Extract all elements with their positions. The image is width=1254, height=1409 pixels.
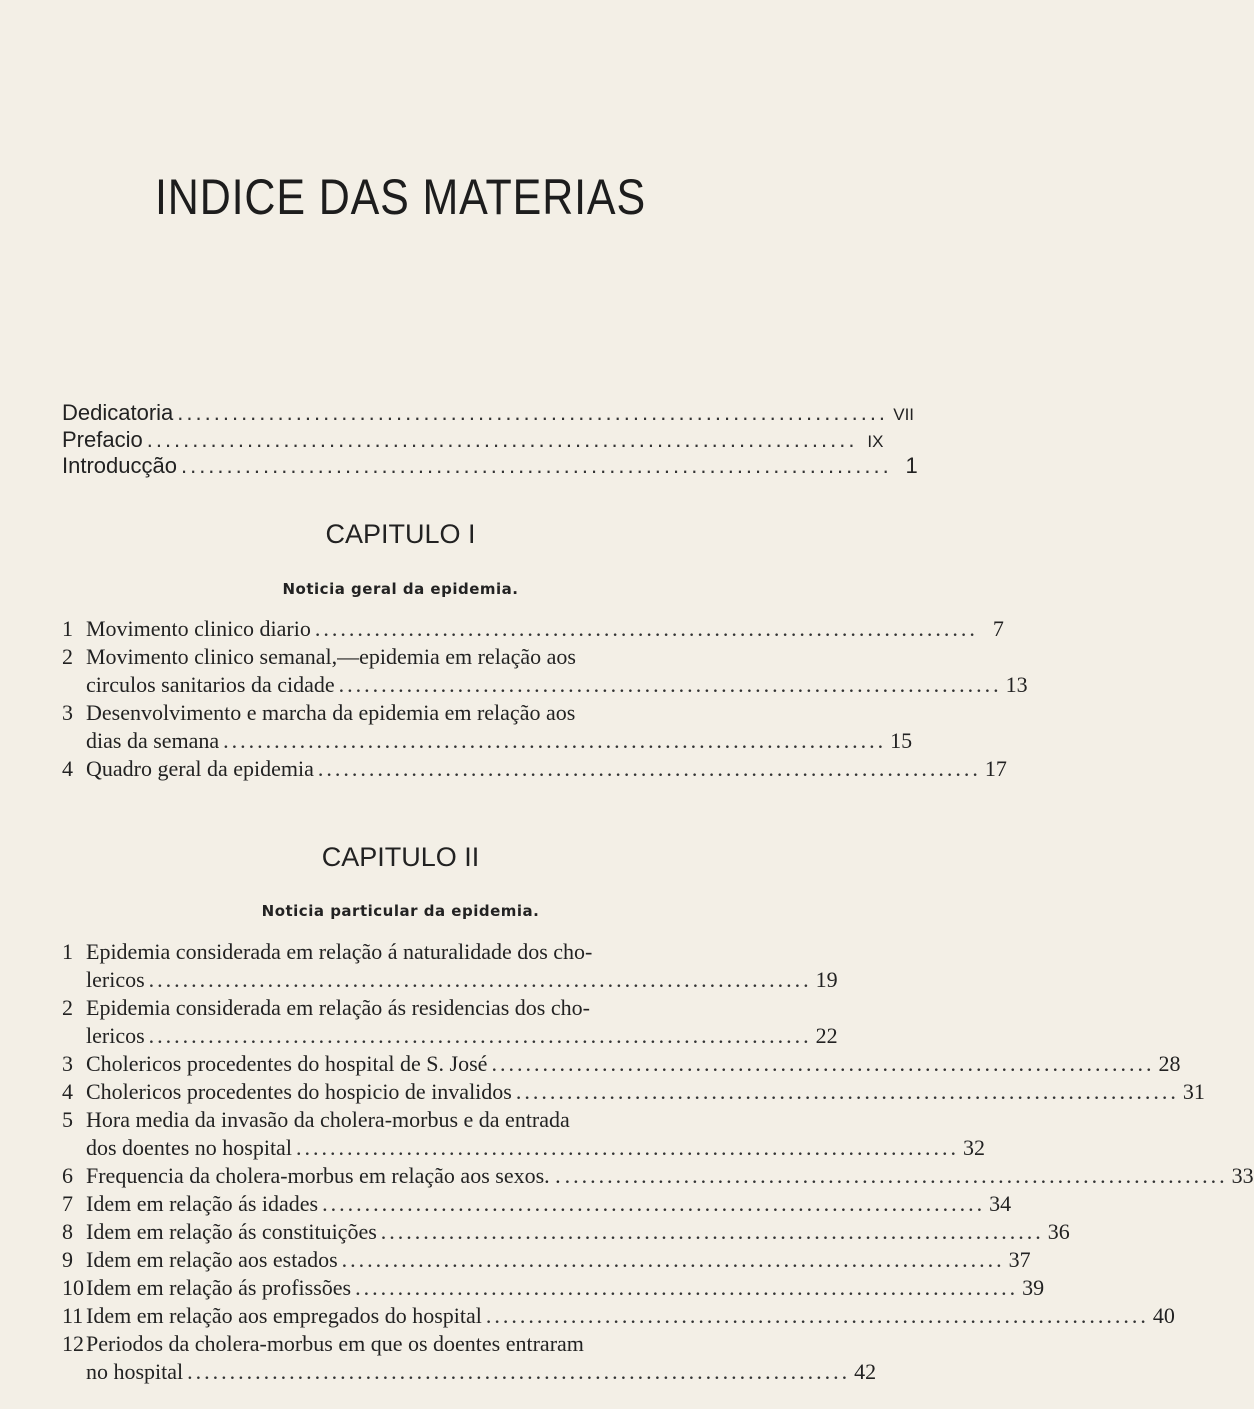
toc-entry — [62, 1163, 1254, 1193]
leader-dots: .............................................................................. — [146, 427, 858, 452]
leader-dots: .............................................................................. — [355, 1275, 1019, 1300]
toc-entry-text: Idem em relação ás constituições — [86, 1219, 377, 1244]
leader-dots: .............................................................................. — [515, 1079, 1179, 1104]
toc-page-number: VII — [893, 405, 915, 424]
toc-page-number: 13 — [1005, 672, 1028, 697]
toc-entry-continuation — [86, 1359, 877, 1389]
toc-entry-text: Hora media da invasão da cholera-morbus e da entrada — [86, 1107, 570, 1132]
chapter-2-heading: CAPITULO II — [321, 842, 480, 872]
toc-entry-text: Frequencia da cholera-morbus em relação aos sexos. . — [86, 1163, 561, 1188]
page-title: INDICE DAS MATERIAS — [154, 169, 647, 225]
toc-page-number: 32 — [962, 1135, 985, 1160]
toc-entry-text: dias da semana — [86, 728, 220, 753]
leader-dots: .............................................................................. — [223, 728, 887, 753]
toc-entry-text: Prefacio — [62, 427, 143, 452]
toc-entry — [62, 1331, 736, 1361]
chapter-1-subtitle: Noticia geral da epidemia. — [282, 580, 519, 598]
toc-entry-text: Movimento clinico semanal,—epidemia em relação aos — [86, 644, 576, 669]
toc-entry-continuation — [86, 1135, 985, 1165]
leader-dots: .............................................................................. — [180, 453, 892, 478]
toc-page-number: 7 — [992, 616, 1004, 641]
toc-entry-number: 12 — [62, 1331, 84, 1356]
toc-page-number: 36 — [1047, 1219, 1070, 1244]
leader-dots: .............................................................................. — [338, 672, 1002, 697]
toc-entry — [62, 1303, 1175, 1333]
toc-page-number: 40 — [1152, 1303, 1175, 1328]
toc-page-number: IX — [867, 432, 884, 451]
leader-dots: .............................................................................. — [187, 1359, 851, 1384]
toc-entry-number: 10 — [62, 1275, 84, 1300]
leader-dots: .............................................................................. — [177, 400, 889, 425]
toc-entry-text: lericos — [86, 1023, 145, 1048]
toc-entry-continuation — [86, 728, 913, 758]
toc-entry-text: lericos — [86, 967, 145, 992]
chapter-1-heading: CAPITULO I — [325, 519, 476, 549]
toc-page-number: 28 — [1158, 1051, 1181, 1076]
leader-dots: .............................................................................. — [322, 1191, 986, 1216]
chapter-2-subtitle: Noticia particular da epidemia. — [261, 902, 540, 920]
toc-entry-number: 8 — [62, 1219, 73, 1244]
leader-dots: .............................................................................. — [491, 1051, 1155, 1076]
toc-page-number: 33 — [1231, 1163, 1254, 1188]
toc-entry-number: 1 — [62, 616, 73, 641]
toc-entry-text: Idem em relação aos empregados do hospital — [86, 1303, 482, 1328]
toc-entry-text: Idem em relação aos estados — [86, 1247, 338, 1272]
toc-entry-number: 9 — [62, 1247, 73, 1272]
toc-entry-number: 7 — [62, 1191, 73, 1216]
toc-page-number: 42 — [854, 1359, 877, 1384]
leader-dots: .............................................................................. — [295, 1135, 959, 1160]
toc-entry — [62, 1191, 1012, 1221]
toc-entry-number: 3 — [62, 1051, 73, 1076]
toc-entry — [62, 939, 736, 969]
toc-page-number: 31 — [1182, 1079, 1205, 1104]
leader-dots: .............................................................................. — [148, 1023, 812, 1048]
leader-dots: .............................................................................. — [485, 1303, 1149, 1328]
toc-entry — [62, 995, 736, 1025]
toc-entry-text: Epidemia considerada em relação á naturalidade dos cho- — [86, 939, 593, 964]
toc-page-number: 1 — [905, 453, 918, 478]
toc-page-number: 17 — [984, 756, 1007, 781]
toc-entry-number: 3 — [62, 700, 73, 725]
toc-entry-continuation — [86, 967, 838, 997]
toc-entry-text: Movimento clinico diario — [86, 616, 311, 641]
toc-entry — [62, 616, 1004, 646]
toc-page-number: 37 — [1008, 1247, 1031, 1272]
toc-entry — [62, 1079, 1205, 1109]
toc-page-number: 19 — [815, 967, 838, 992]
toc-entry-number: 4 — [62, 756, 73, 781]
toc-entry — [62, 700, 736, 730]
toc-entry-number: 11 — [62, 1303, 84, 1328]
toc-page-number: 22 — [815, 1023, 838, 1048]
toc-entry-dedicatoria — [62, 400, 915, 430]
toc-entry — [62, 756, 1007, 786]
toc-entry-continuation — [86, 672, 1028, 702]
leader-dots: .............................................................................. — [148, 967, 812, 992]
toc-entry-introduccao — [62, 453, 918, 483]
leader-dots: .............................................................................. — [317, 756, 981, 781]
toc-entry-number: 2 — [62, 995, 73, 1020]
toc-entry — [62, 1051, 1181, 1081]
toc-entry — [62, 1107, 736, 1137]
toc-entry-text: Quadro geral da epidemia — [86, 756, 314, 781]
leader-dots: .............................................................................. — [564, 1163, 1228, 1188]
toc-entry-text: dos doentes no hospital — [86, 1135, 292, 1160]
toc-entry — [62, 1275, 1045, 1305]
toc-entry — [62, 1219, 1070, 1249]
toc-entry-number: 1 — [62, 939, 73, 964]
leader-dots: .............................................................................. — [341, 1247, 1005, 1272]
leader-dots: .............................................................................. — [314, 616, 978, 641]
toc-entry — [62, 644, 736, 674]
toc-entry-text: Desenvolvimento e marcha da epidemia em relação aos — [86, 700, 576, 725]
leader-dots: .............................................................................. — [380, 1219, 1044, 1244]
toc-entry-text: Idem em relação ás idades — [86, 1191, 319, 1216]
toc-entry-number: 6 — [62, 1163, 73, 1188]
toc-entry-text: Dedicatoria — [62, 400, 174, 425]
toc-entry-text: Epidemia considerada em relação ás residencias dos cho- — [86, 995, 590, 1020]
toc-entry-text: circulos sanitarios da cidade — [86, 672, 335, 697]
toc-entry-text: Introducção — [62, 453, 177, 478]
toc-page-number: 34 — [989, 1191, 1012, 1216]
toc-entry-text: Idem em relação ás profissões — [86, 1275, 352, 1300]
toc-entry — [62, 1247, 1031, 1277]
toc-entry-number: 5 — [62, 1107, 73, 1132]
toc-entry-text: no hospital — [86, 1359, 184, 1384]
toc-entry-continuation — [86, 1023, 838, 1053]
toc-entry-text: Cholericos procedentes do hospital de S. José — [86, 1051, 488, 1076]
toc-page-number: 39 — [1022, 1275, 1045, 1300]
toc-page-number: 15 — [890, 728, 913, 753]
toc-entry-number: 2 — [62, 644, 73, 669]
toc-entry-number: 4 — [62, 1079, 73, 1104]
toc-entry-text: Cholericos procedentes do hospicio de invalidos — [86, 1079, 512, 1104]
toc-entry-text: Periodos da cholera-morbus em que os doentes entraram — [86, 1331, 584, 1356]
